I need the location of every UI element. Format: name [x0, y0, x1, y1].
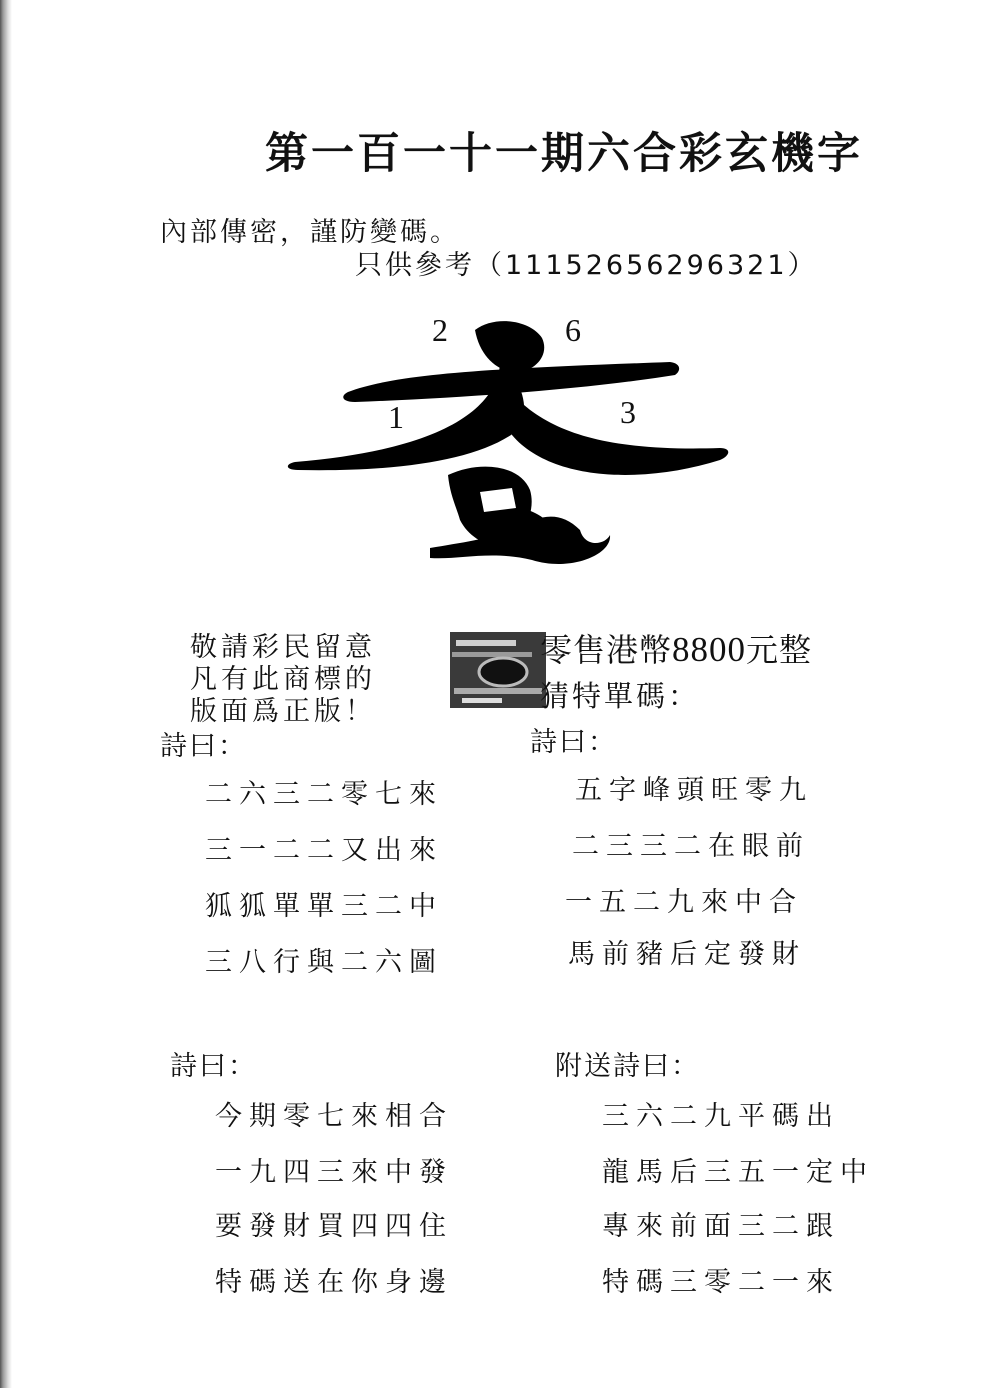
poem-line: 一九四三來中發 — [215, 1157, 453, 1188]
price-suffix: 元整 — [746, 631, 813, 669]
poem-line: 三一二二又出來 — [205, 835, 443, 866]
poem-line: 二六三二零七來 — [205, 779, 443, 810]
poem-line: 特碼送在你身邊 — [215, 1267, 453, 1298]
trademark-stamp — [448, 630, 548, 710]
poem-line: 特碼三零二一來 — [602, 1267, 840, 1298]
page-title: 第一百一十一期六合彩玄機字 — [265, 129, 863, 179]
poem-line: 二三三二在眼前 — [572, 831, 810, 862]
price-line — [540, 625, 812, 671]
notice-line: 凡有此商標的 — [190, 664, 376, 695]
price-prefix: 零售港幣 — [540, 631, 673, 669]
poem-heading: 詩曰： — [170, 1051, 257, 1082]
calligraphy-character-graphic — [280, 310, 740, 600]
notice-line: 版面爲正版！ — [190, 696, 376, 727]
guess-special-number: 猜特單碼： — [540, 679, 701, 713]
poem-line: 要發財買四四住 — [215, 1211, 453, 1242]
poem-line: 三八行與二六圖 — [205, 947, 443, 978]
poem-line: 專來前面三二跟 — [602, 1211, 840, 1242]
poem-line: 狐狐單單三二中 — [205, 891, 443, 922]
poem-line: 今期零七來相合 — [215, 1101, 453, 1132]
graphic-number: 3 — [620, 394, 636, 430]
poem-line: 三六二九平碼出 — [602, 1101, 840, 1132]
scan-edge — [0, 0, 12, 1388]
graphic-number: 1 — [388, 399, 404, 435]
notice-line: 敬請彩民留意 — [190, 632, 376, 663]
poem-heading: 詩曰： — [160, 731, 247, 762]
header-line-2: 只供參考（11152656296321） — [355, 250, 818, 281]
price-amount: 8800 — [672, 630, 747, 669]
poem-line: 龍馬后三五一定中 — [602, 1157, 874, 1188]
poem-heading: 附送詩曰： — [555, 1051, 700, 1082]
graphic-number: 2 — [432, 312, 448, 348]
notice-block — [190, 632, 376, 728]
header-line-1: 內部傳密，謹防變碼。 — [160, 217, 460, 248]
poem-line: 一五二九來中合 — [565, 887, 803, 918]
poem-line: 馬前豬后定發財 — [568, 939, 806, 970]
graphic-number: 6 — [565, 312, 581, 348]
poem-line: 五字峰頭旺零九 — [575, 775, 813, 806]
poem-heading: 詩曰： — [530, 727, 617, 758]
